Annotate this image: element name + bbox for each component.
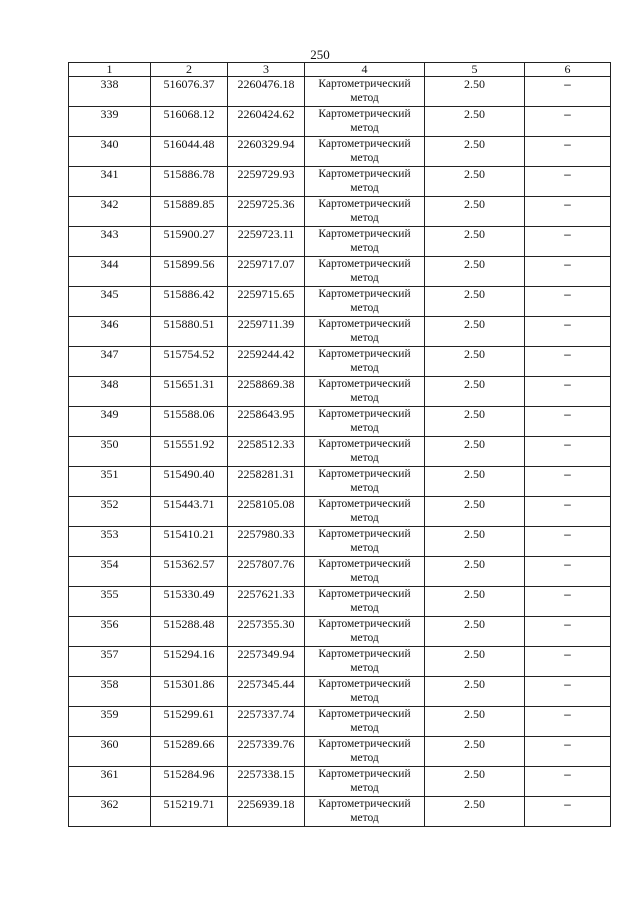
description-cell: – — [525, 407, 611, 437]
table-row — [69, 317, 611, 347]
accuracy-cell: 2.50 — [425, 317, 525, 347]
x-coordinate-cell: 515754.52 — [151, 347, 228, 377]
method-cell: Картометрический метод — [305, 167, 425, 197]
description-cell: – — [525, 737, 611, 767]
y-coordinate-cell: 2258869.38 — [228, 377, 305, 407]
description-cell: – — [525, 497, 611, 527]
method-cell: Картометрический метод — [305, 287, 425, 317]
point-number-cell: 343 — [69, 227, 151, 257]
y-coordinate-cell: 2259717.07 — [228, 257, 305, 287]
method-cell: Картометрический метод — [305, 737, 425, 767]
description-cell: – — [525, 77, 611, 107]
table-row — [69, 737, 611, 767]
y-coordinate-cell: 2256939.18 — [228, 797, 305, 827]
table-row — [69, 707, 611, 737]
column-header: 3 — [228, 63, 305, 77]
description-cell: – — [525, 467, 611, 497]
table-row — [69, 467, 611, 497]
method-cell: Картометрический метод — [305, 677, 425, 707]
description-cell: – — [525, 797, 611, 827]
scan-smudge — [40, 832, 200, 872]
y-coordinate-cell: 2257807.76 — [228, 557, 305, 587]
description-cell: – — [525, 347, 611, 377]
point-number-cell: 351 — [69, 467, 151, 497]
y-coordinate-cell: 2258643.95 — [228, 407, 305, 437]
method-cell: Картометрический метод — [305, 497, 425, 527]
x-coordinate-cell: 515289.66 — [151, 737, 228, 767]
accuracy-cell: 2.50 — [425, 647, 525, 677]
method-cell: Картометрический метод — [305, 137, 425, 167]
table-body — [69, 77, 611, 827]
description-cell: – — [525, 227, 611, 257]
point-number-cell: 355 — [69, 587, 151, 617]
column-header: 5 — [425, 63, 525, 77]
x-coordinate-cell: 515288.48 — [151, 617, 228, 647]
table-row — [69, 407, 611, 437]
x-coordinate-cell: 515886.78 — [151, 167, 228, 197]
table-row — [69, 197, 611, 227]
point-number-cell: 346 — [69, 317, 151, 347]
point-number-cell: 344 — [69, 257, 151, 287]
method-cell: Картометрический метод — [305, 797, 425, 827]
point-number-cell: 362 — [69, 797, 151, 827]
description-cell: – — [525, 287, 611, 317]
point-number-cell: 341 — [69, 167, 151, 197]
table-row — [69, 677, 611, 707]
y-coordinate-cell: 2258512.33 — [228, 437, 305, 467]
x-coordinate-cell: 516068.12 — [151, 107, 228, 137]
column-header: 6 — [525, 63, 611, 77]
y-coordinate-cell: 2257338.15 — [228, 767, 305, 797]
method-cell: Картометрический метод — [305, 257, 425, 287]
method-cell: Картометрический метод — [305, 647, 425, 677]
method-cell: Картометрический метод — [305, 77, 425, 107]
point-number-cell: 354 — [69, 557, 151, 587]
description-cell: – — [525, 767, 611, 797]
method-cell: Картометрический метод — [305, 467, 425, 497]
table-row — [69, 437, 611, 467]
point-number-cell: 360 — [69, 737, 151, 767]
accuracy-cell: 2.50 — [425, 467, 525, 497]
point-number-cell: 353 — [69, 527, 151, 557]
y-coordinate-cell: 2258105.08 — [228, 497, 305, 527]
description-cell: – — [525, 557, 611, 587]
method-cell: Картометрический метод — [305, 557, 425, 587]
x-coordinate-cell: 516076.37 — [151, 77, 228, 107]
x-coordinate-cell: 515294.16 — [151, 647, 228, 677]
point-number-cell: 345 — [69, 287, 151, 317]
description-cell: – — [525, 137, 611, 167]
x-coordinate-cell: 515330.49 — [151, 587, 228, 617]
accuracy-cell: 2.50 — [425, 737, 525, 767]
column-header: 2 — [151, 63, 228, 77]
y-coordinate-cell: 2259244.42 — [228, 347, 305, 377]
table-row — [69, 617, 611, 647]
table-header-row — [69, 63, 611, 77]
accuracy-cell: 2.50 — [425, 527, 525, 557]
method-cell: Картометрический метод — [305, 317, 425, 347]
table-row — [69, 77, 611, 107]
table-row — [69, 257, 611, 287]
x-coordinate-cell: 515886.42 — [151, 287, 228, 317]
x-coordinate-cell: 515900.27 — [151, 227, 228, 257]
method-cell: Картометрический метод — [305, 407, 425, 437]
method-cell: Картометрический метод — [305, 587, 425, 617]
accuracy-cell: 2.50 — [425, 227, 525, 257]
y-coordinate-cell: 2259715.65 — [228, 287, 305, 317]
table-row — [69, 377, 611, 407]
x-coordinate-cell: 515651.31 — [151, 377, 228, 407]
point-number-cell: 350 — [69, 437, 151, 467]
y-coordinate-cell: 2259725.36 — [228, 197, 305, 227]
point-number-cell: 356 — [69, 617, 151, 647]
accuracy-cell: 2.50 — [425, 557, 525, 587]
accuracy-cell: 2.50 — [425, 497, 525, 527]
y-coordinate-cell: 2259711.39 — [228, 317, 305, 347]
point-number-cell: 352 — [69, 497, 151, 527]
accuracy-cell: 2.50 — [425, 137, 525, 167]
x-coordinate-cell: 515490.40 — [151, 467, 228, 497]
y-coordinate-cell: 2258281.31 — [228, 467, 305, 497]
accuracy-cell: 2.50 — [425, 257, 525, 287]
x-coordinate-cell: 515219.71 — [151, 797, 228, 827]
y-coordinate-cell: 2257345.44 — [228, 677, 305, 707]
table-row — [69, 287, 611, 317]
method-cell: Картометрический метод — [305, 527, 425, 557]
point-number-cell: 338 — [69, 77, 151, 107]
point-number-cell: 359 — [69, 707, 151, 737]
x-coordinate-cell: 515284.96 — [151, 767, 228, 797]
method-cell: Картометрический метод — [305, 707, 425, 737]
table-row — [69, 767, 611, 797]
description-cell: – — [525, 527, 611, 557]
accuracy-cell: 2.50 — [425, 677, 525, 707]
description-cell: – — [525, 377, 611, 407]
y-coordinate-cell: 2259723.11 — [228, 227, 305, 257]
point-number-cell: 357 — [69, 647, 151, 677]
method-cell: Картометрический метод — [305, 347, 425, 377]
y-coordinate-cell: 2259729.93 — [228, 167, 305, 197]
description-cell: – — [525, 677, 611, 707]
description-cell: – — [525, 257, 611, 287]
table-row — [69, 227, 611, 257]
coordinates-table — [68, 62, 611, 827]
column-header: 1 — [69, 63, 151, 77]
accuracy-cell: 2.50 — [425, 797, 525, 827]
x-coordinate-cell: 515899.56 — [151, 257, 228, 287]
accuracy-cell: 2.50 — [425, 707, 525, 737]
table-row — [69, 557, 611, 587]
method-cell: Картометрический метод — [305, 197, 425, 227]
method-cell: Картометрический метод — [305, 767, 425, 797]
y-coordinate-cell: 2257621.33 — [228, 587, 305, 617]
accuracy-cell: 2.50 — [425, 617, 525, 647]
description-cell: – — [525, 197, 611, 227]
accuracy-cell: 2.50 — [425, 587, 525, 617]
column-header: 4 — [305, 63, 425, 77]
method-cell: Картометрический метод — [305, 617, 425, 647]
accuracy-cell: 2.50 — [425, 407, 525, 437]
point-number-cell: 358 — [69, 677, 151, 707]
accuracy-cell: 2.50 — [425, 167, 525, 197]
table-row — [69, 797, 611, 827]
description-cell: – — [525, 617, 611, 647]
x-coordinate-cell: 515588.06 — [151, 407, 228, 437]
table-row — [69, 137, 611, 167]
accuracy-cell: 2.50 — [425, 107, 525, 137]
table-row — [69, 107, 611, 137]
point-number-cell: 340 — [69, 137, 151, 167]
description-cell: – — [525, 647, 611, 677]
x-coordinate-cell: 515301.86 — [151, 677, 228, 707]
y-coordinate-cell: 2260476.18 — [228, 77, 305, 107]
x-coordinate-cell: 515362.57 — [151, 557, 228, 587]
accuracy-cell: 2.50 — [425, 347, 525, 377]
description-cell: – — [525, 317, 611, 347]
accuracy-cell: 2.50 — [425, 377, 525, 407]
table-row — [69, 167, 611, 197]
y-coordinate-cell: 2260424.62 — [228, 107, 305, 137]
point-number-cell: 347 — [69, 347, 151, 377]
description-cell: – — [525, 707, 611, 737]
x-coordinate-cell: 515880.51 — [151, 317, 228, 347]
description-cell: – — [525, 437, 611, 467]
y-coordinate-cell: 2257337.74 — [228, 707, 305, 737]
table-row — [69, 497, 611, 527]
table-row — [69, 527, 611, 557]
method-cell: Картометрический метод — [305, 377, 425, 407]
table-row — [69, 587, 611, 617]
point-number-cell: 348 — [69, 377, 151, 407]
accuracy-cell: 2.50 — [425, 437, 525, 467]
x-coordinate-cell: 515889.85 — [151, 197, 228, 227]
table-row — [69, 347, 611, 377]
method-cell: Картометрический метод — [305, 107, 425, 137]
x-coordinate-cell: 515551.92 — [151, 437, 228, 467]
accuracy-cell: 2.50 — [425, 197, 525, 227]
accuracy-cell: 2.50 — [425, 77, 525, 107]
y-coordinate-cell: 2257339.76 — [228, 737, 305, 767]
page-number: 250 — [310, 47, 330, 62]
y-coordinate-cell: 2257349.94 — [228, 647, 305, 677]
method-cell: Картометрический метод — [305, 437, 425, 467]
point-number-cell: 349 — [69, 407, 151, 437]
y-coordinate-cell: 2257980.33 — [228, 527, 305, 557]
table-row — [69, 647, 611, 677]
point-number-cell: 361 — [69, 767, 151, 797]
x-coordinate-cell: 516044.48 — [151, 137, 228, 167]
point-number-cell: 339 — [69, 107, 151, 137]
y-coordinate-cell: 2257355.30 — [228, 617, 305, 647]
description-cell: – — [525, 587, 611, 617]
accuracy-cell: 2.50 — [425, 287, 525, 317]
accuracy-cell: 2.50 — [425, 767, 525, 797]
point-number-cell: 342 — [69, 197, 151, 227]
description-cell: – — [525, 107, 611, 137]
x-coordinate-cell: 515410.21 — [151, 527, 228, 557]
x-coordinate-cell: 515443.71 — [151, 497, 228, 527]
x-coordinate-cell: 515299.61 — [151, 707, 228, 737]
description-cell: – — [525, 167, 611, 197]
method-cell: Картометрический метод — [305, 227, 425, 257]
y-coordinate-cell: 2260329.94 — [228, 137, 305, 167]
